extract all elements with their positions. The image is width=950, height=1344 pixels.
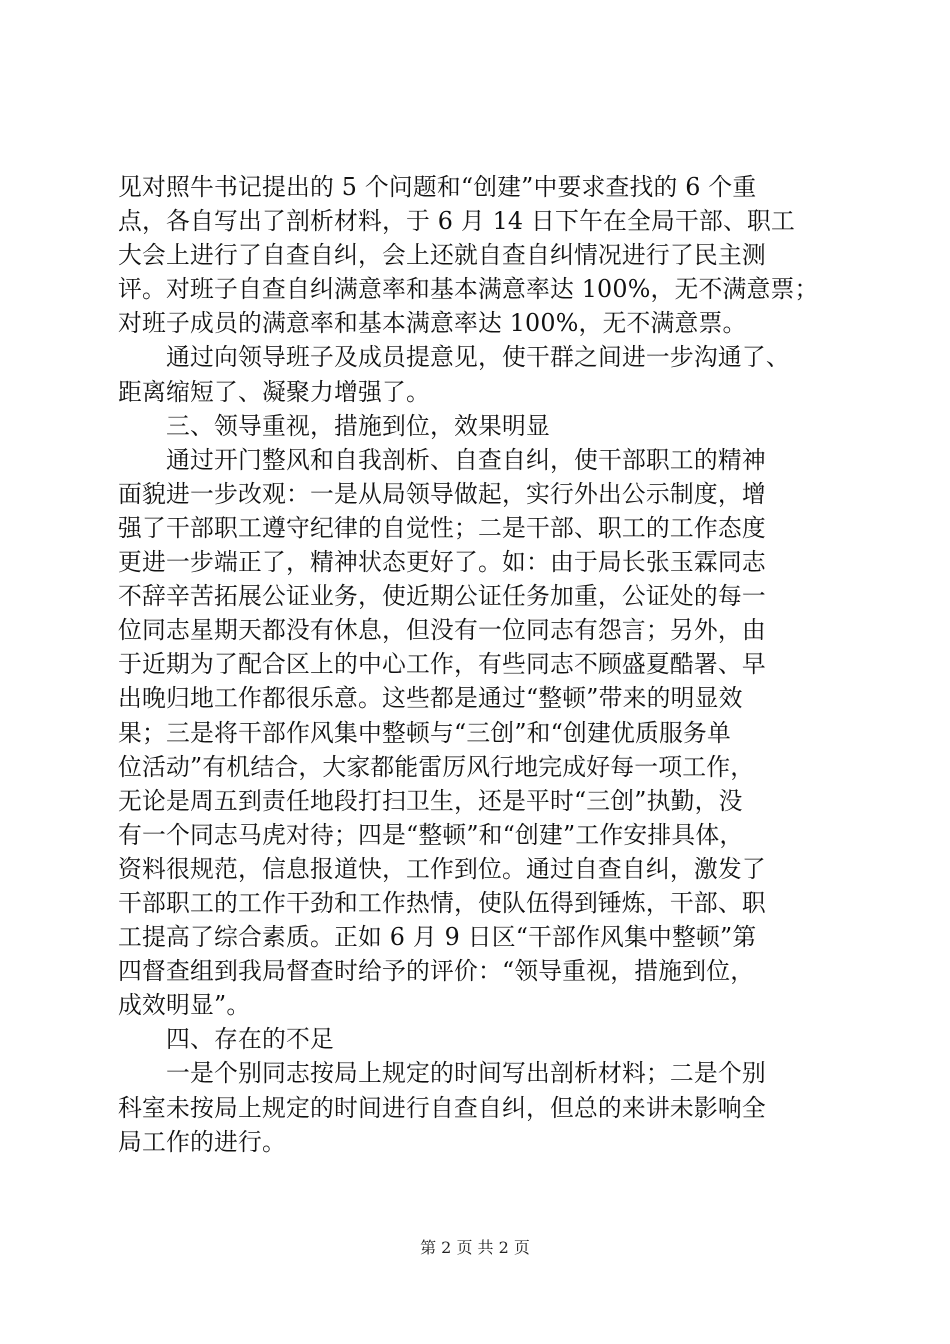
- text-line: 点，各自写出了剖析材料，于 6 月 14 日下午在全局干部、职工: [118, 207, 795, 236]
- document-body: [118, 170, 834, 1159]
- text-line: 三、领导重视，措施到位，效果明显: [166, 411, 550, 440]
- text-line: 成效明显”。: [118, 991, 251, 1020]
- text-line: 有一个同志马虎对待；四是“整顿”和“创建”工作安排具体，: [118, 820, 744, 849]
- text-line: 位同志星期天都没有休息，但没有一位同志有怨言；另外，由: [118, 616, 766, 645]
- text-line: 于近期为了配合区上的中心工作，有些同志不顾盛夏酷署、早: [118, 650, 766, 679]
- text-line: 见对照牛书记提出的 5 个问题和“创建”中要求查找的 6 个重: [118, 173, 757, 201]
- text-line: 果；三是将干部作风集中整顿与“三创”和“创建优质服务单: [118, 718, 732, 747]
- text-line: 通过向领导班子及成员提意见，使干群之间进一步沟通了、: [166, 343, 790, 372]
- text-line: 干部职工的工作干劲和工作热情，使队伍得到锤炼，干部、职: [118, 888, 766, 917]
- text-line: 更进一步端正了，精神状态更好了。如：由于局长张玉霖同志: [118, 548, 766, 577]
- text-line: 无论是周五到责任地段打扫卫生，还是平时“三创”执勤，没: [118, 786, 743, 815]
- text-line: 四督查组到我局督查时给予的评价：“领导重视，措施到位，: [118, 957, 755, 986]
- text-line: 四、存在的不足: [166, 1025, 334, 1054]
- text-line: 大会上进行了自查自纠，会上还就自查自纠情况进行了民主测: [118, 241, 766, 270]
- text-line: 工提高了综合素质。正如 6 月 9 日区“干部作风集中整顿”第: [118, 923, 757, 952]
- text-line: 对班子成员的满意率和基本满意率达 100%，无不满意票。: [118, 309, 747, 338]
- text-line: 出晚归地工作都很乐意。这些都是通过“整顿”带来的明显效: [118, 684, 743, 713]
- text-line: 局工作的进行。: [118, 1127, 286, 1156]
- text-line: 资料很规范，信息报道快，工作到位。通过自查自纠，激发了: [118, 854, 766, 883]
- text-line: 面貌进一步改观：一是从局领导做起，实行外出公示制度，增: [118, 479, 766, 508]
- page-footer: 第 2 页 共 2 页: [420, 1238, 530, 1257]
- text-line: 不辞辛苦拓展公证业务，使近期公证任务加重，公证处的每一: [118, 582, 766, 611]
- text-line: 通过开门整风和自我剖析、自查自纠，使干部职工的精神: [166, 445, 766, 474]
- text-line: 评。对班子自查自纠满意率和基本满意率达 100%，无不满意票；: [118, 275, 819, 304]
- text-line: 位活动”有机结合，大家都能雷厉风行地完成好每一项工作，: [118, 752, 755, 781]
- text-line: 一是个别同志按局上规定的时间写出剖析材料；二是个别: [166, 1059, 766, 1088]
- text-line: 科室未按局上规定的时间进行自查自纠，但总的来讲未影响全: [118, 1093, 766, 1122]
- text-line: 强了干部职工遵守纪律的自觉性；二是干部、职工的工作态度: [118, 513, 766, 542]
- text-line: 距离缩短了、凝聚力增强了。: [118, 377, 430, 406]
